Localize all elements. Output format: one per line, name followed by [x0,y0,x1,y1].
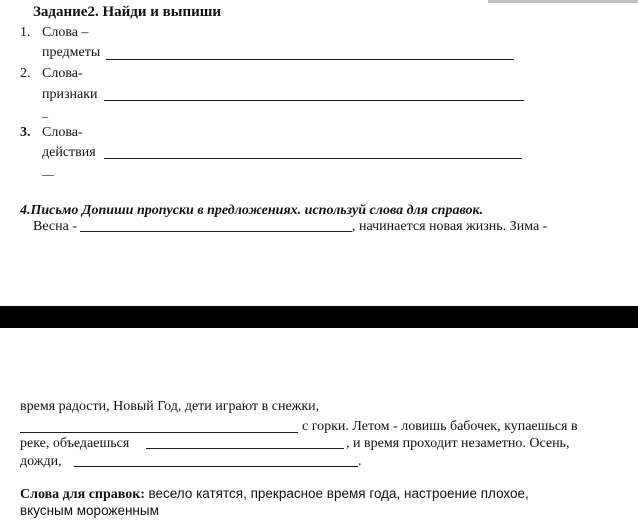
reference-label: Слова для справок: [20,487,145,502]
reference-line2: вкусным мороженным [20,503,159,518]
reference-text: весело катятся, прекрасное время года, настроение плохое, [148,486,529,501]
black-divider-band [0,306,638,328]
cont-blank4[interactable] [74,466,358,467]
cont-line3-end: , и время проходит незаметно. Осень, [346,436,570,451]
item2-number: 2. [20,66,31,81]
task4-line1-start: Весна - [33,219,77,234]
item2-label: Слова- [42,66,83,81]
item3-label: Слова- [42,125,83,140]
item1-label: Слова – [42,25,89,40]
cont-blank3[interactable] [146,448,344,449]
top-edge-artifact [488,0,638,3]
item1-answer-line[interactable] [106,59,514,60]
item3-answer-line-trail: __ [42,163,54,177]
item2-label-cont: признаки [42,87,98,102]
reference-line1 [20,487,529,502]
task4-title: 4.Письмо Допиши пропуски в предложениях. используй слова для справок. [20,203,484,218]
task4-line1-end: , начинается новая жизнь. Зима - [352,219,548,234]
task4-blank1[interactable] [80,231,352,232]
item2-answer-line-trail: _ [42,105,48,119]
cont-blank2[interactable] [20,432,298,433]
task2-title: Задание2. Найди и выпиши [33,4,222,20]
item3-number: 3. [20,125,31,140]
item2-answer-line[interactable] [104,100,524,101]
cont-line3-start: реке, объедаешься [20,436,130,451]
item3-answer-line[interactable] [104,158,522,159]
cont-line4-end: . [358,454,362,469]
cont-line4-start: дожди, [20,454,62,469]
cont-line1: время радости, Новый Год, дети играют в снежки, [20,399,320,414]
item3-label-cont: действия [42,145,96,160]
item1-number: 1. [20,25,31,40]
cont-line2-end: с горки. Летом - ловишь бабочек, купаешься в [302,419,578,434]
item1-label-cont: предметы [42,45,101,60]
